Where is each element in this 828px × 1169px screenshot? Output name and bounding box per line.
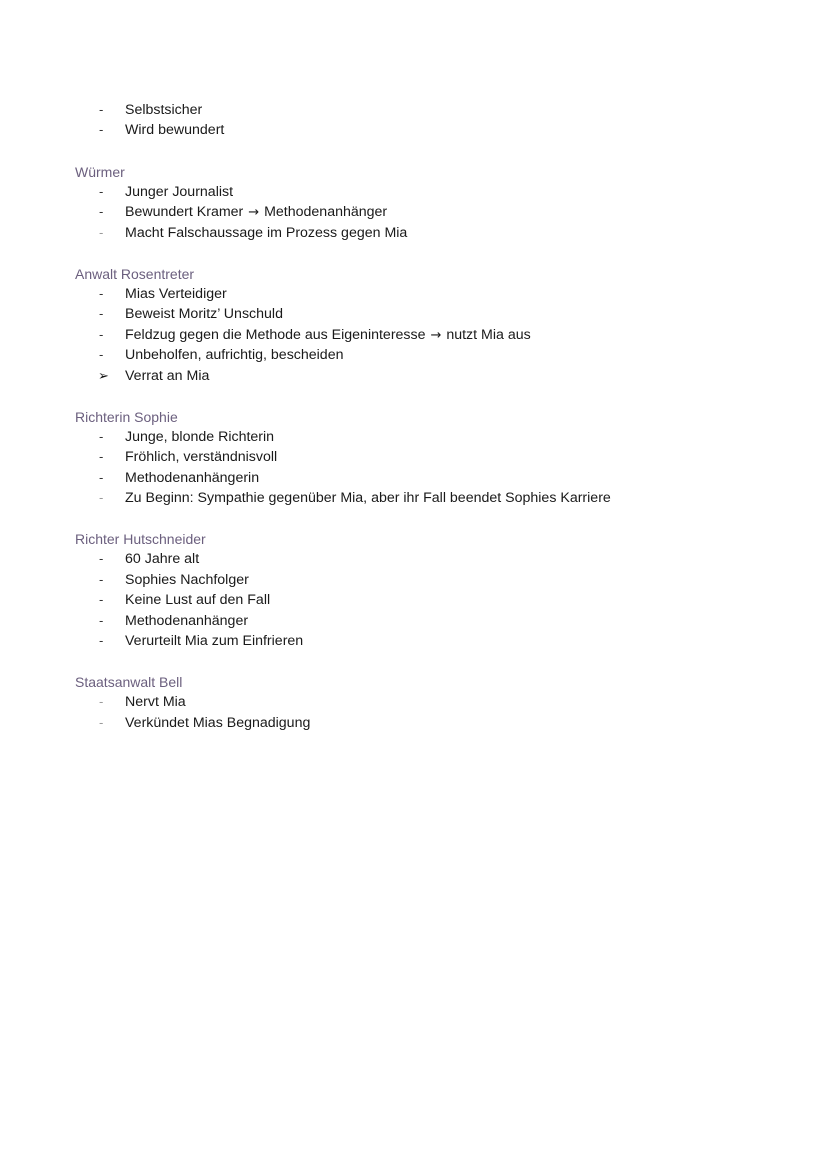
list-item [75,570,775,590]
list-item [75,182,775,202]
dash-bullet: - [99,449,104,465]
list-item-text: Beweist Moritz’ Unschuld [125,306,283,323]
list-item-text: Wird bewundert [125,122,225,139]
dash-bullet: - [99,714,104,730]
list-item [75,120,775,140]
section-richter-hutschneider [75,529,775,651]
list-item-text [125,202,387,223]
list-item [75,468,775,488]
right-arrow-icon: → [248,205,260,221]
dash-bullet: - [99,469,104,485]
list-item [75,488,775,508]
dash-bullet: - [99,102,104,117]
list-item-text: Verrat an Mia [125,367,210,384]
right-arrow-icon: → [430,327,442,343]
list-item-text: Junge, blonde Richterin [125,428,275,445]
text-after-arrow: nutzt Mia aus [446,326,531,343]
section-staatsanwalt-bell [75,672,775,733]
list-item [75,427,775,447]
dash-bullet: - [99,285,104,301]
section-anwalt-rosentreter [75,264,775,386]
dash-bullet: - [99,490,104,506]
list-item [75,549,775,569]
text-before-arrow: Bewundert Kramer [125,204,244,221]
dash-bullet: - [99,183,104,199]
list-item-text: Selbstsicher [125,102,203,118]
list-item-text: Unbeholfen, aufrichtig, bescheiden [125,347,344,364]
list-item-text [125,325,531,346]
list-item [75,304,775,324]
list-item [75,713,775,733]
list-item [75,631,775,651]
dash-bullet: - [99,122,104,138]
dash-bullet: - [99,306,104,322]
dash-bullet: - [99,224,104,240]
list-item-text: Methodenanhänger [125,612,249,629]
dash-bullet: - [99,428,104,444]
list-item-text: 60 Jahre alt [125,551,200,568]
list-item-text: Verurteilt Mia zum Einfrieren [125,633,304,650]
text-before-arrow: Feldzug gegen die Methode aus Eigeninteresse [125,326,426,343]
list-item [75,590,775,610]
list-item-text: Sophies Nachfolger [125,571,249,588]
arrowhead-bullet-icon: ➢ [98,367,109,383]
list-item-text: Macht Falschaussage im Prozess gegen Mia [125,224,408,241]
section-heading: Staatsanwalt Bell [75,674,183,691]
section-heading: Richter Hutschneider [75,531,206,548]
list-item-text: Junger Journalist [125,183,234,200]
dash-bullet: - [99,571,104,587]
document-content [75,100,775,754]
list-item [75,366,775,386]
list-item [75,447,775,467]
list-item-text: Verkündet Mias Begnadigung [125,714,311,731]
list-item-text: Nervt Mia [125,694,186,711]
list-item-text: Zu Beginn: Sympathie gegenüber Mia, aber ihr Fall beendet Sophies Karriere [125,490,611,507]
list-item [75,284,775,304]
dash-bullet: - [99,347,104,363]
dash-bullet: - [99,592,104,608]
section-heading: Richterin Sophie [75,408,178,425]
dash-bullet: - [99,633,104,649]
section-wuermer [75,162,775,243]
list-item [75,202,775,222]
dash-bullet: - [99,612,104,628]
list-item [75,345,775,365]
dash-bullet: - [99,326,104,342]
list-item-text: Methodenanhängerin [125,469,260,486]
list-item-text: Mias Verteidiger [125,285,227,302]
section-heading: Anwalt Rosentreter [75,265,195,282]
section-heading: Würmer [75,163,125,180]
list-item [75,100,775,120]
section-richterin-sophie [75,407,775,509]
list-item-text: Keine Lust auf den Fall [125,592,271,609]
dash-bullet: - [99,551,104,567]
list-item [75,223,775,243]
section-continuation [75,100,775,141]
dash-bullet: - [99,694,104,710]
list-item [75,611,775,631]
dash-bullet: - [99,204,104,220]
text-after-arrow: Methodenanhänger [264,204,388,221]
list-item [75,692,775,712]
list-item [75,325,775,345]
list-item-text: Fröhlich, verständnisvoll [125,449,278,466]
